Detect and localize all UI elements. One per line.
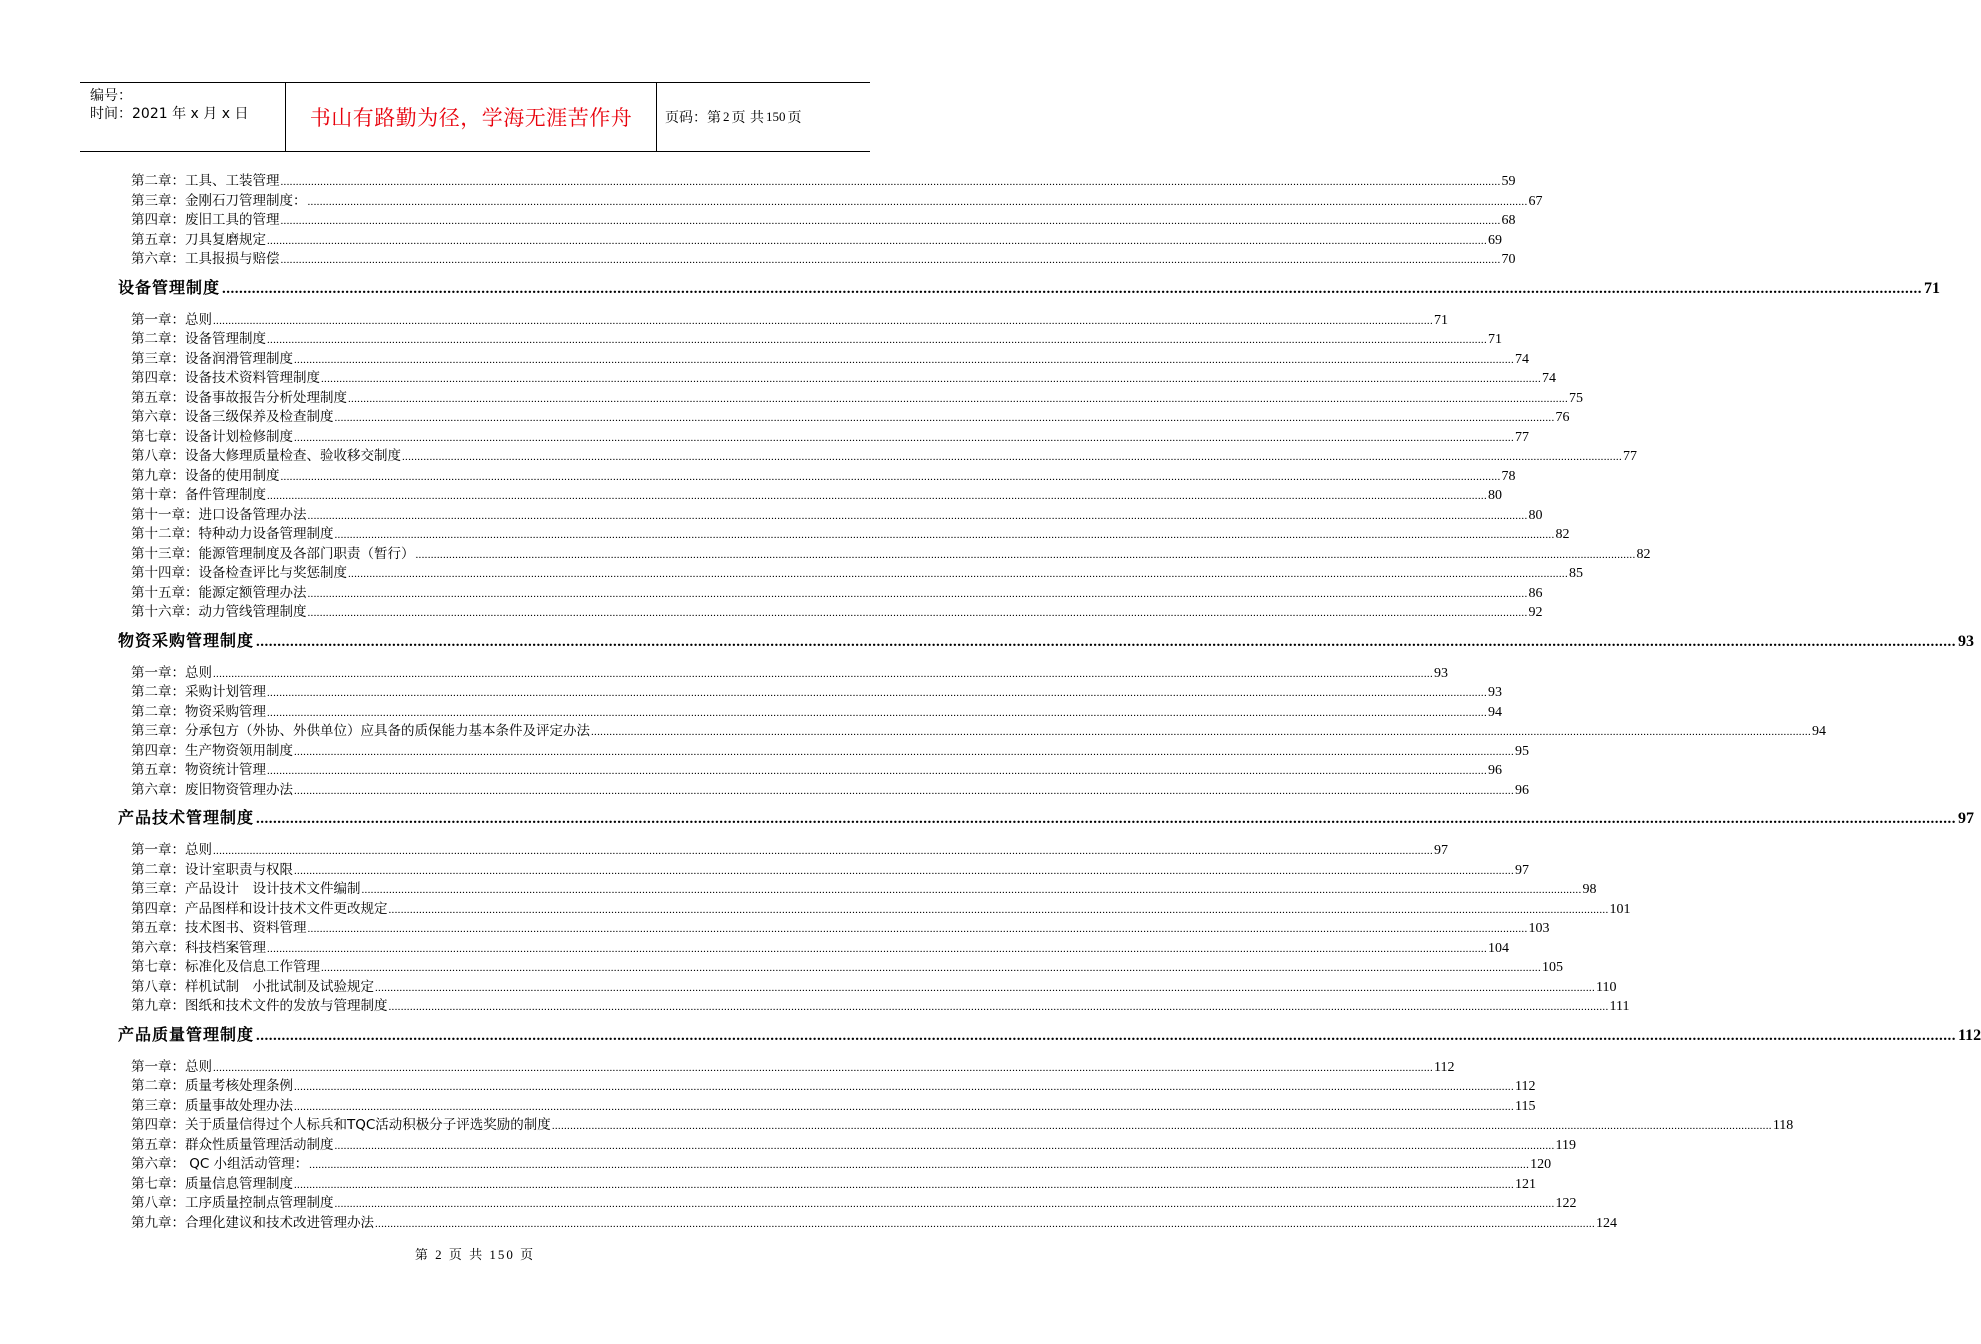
entry-title: 第四章：设备技术资料管理制度 [131,370,320,386]
toc-entry [131,192,1543,211]
toc-entry [131,211,1516,230]
dot-leader: ................................................................................................................................................................................................................................................................................................................................................................................................................ [388,903,1609,916]
entry-title: 第二章：质量考核处理条例 [131,1078,293,1094]
toc-entry [131,841,1448,860]
dot-leader: ................................................................................................................................................................................................................................................................................................................................................................................................................ [294,1100,1514,1113]
entry-title: 第七章：设备计划检修制度 [131,428,293,445]
dot-leader: ................................................................................................................................................................................................................................................................................................................................................................................................................ [348,392,1568,405]
entry-title: 第六章：设备三级保养及检查制度 [131,409,334,425]
entry-title: 第三章：设备润滑管理制度 [131,350,293,367]
page-number: 120 [1530,1157,1552,1172]
entry-title: 第十一章：进口设备管理办法 [131,506,307,523]
dot-leader: ................................................................................................................................................................................................................................................................................................................................................................................................................ [307,607,1528,619]
page-number: 94 [1488,704,1502,720]
dot-leader: ................................................................................................................................................................................................................................................................................................................................................................................................................ [267,687,1487,699]
toc-entry [131,584,1543,603]
page-number: 122 [1555,1196,1577,1211]
page-number: 59 [1501,174,1516,189]
dot-leader: ................................................................................................................................................................................................................................................................................................................................................................................................................ [294,745,1514,758]
toc-entry [131,1116,1794,1135]
dot-leader: ................................................................................................................................................................................................................................................................................................................................................................................................................ [294,864,1514,877]
toc-entry [131,467,1516,486]
toc-entry [131,250,1516,269]
toc-entry [131,525,1570,544]
toc-entry [131,231,1502,250]
toc-entry [131,564,1583,583]
page-number: 77 [1623,449,1637,464]
section-title: 产品质量管理制度 [118,1024,255,1044]
dot-leader: ................................................................................................................................................................................................................................................................................................................................................................................................................ [213,667,1433,680]
entry-title: 第五章：设备事故报告分析处理制度 [131,389,347,406]
dot-leader: ................................................................................................................................................................................................................................................................................................................................................................................................................ [361,884,1582,896]
section-title: 产品技术管理制度 [118,808,255,827]
dot-leader: ................................................................................................................................................................................................................................................................................................................................................................................................................ [551,1120,1772,1132]
page-number: 71 [1434,312,1448,328]
page-number: 98 [1582,882,1597,897]
entry-title: 第六章：工具报损与赔偿 [131,251,280,267]
toc-entry [131,900,1631,919]
toc-entry [131,1214,1617,1233]
toc-entry [131,919,1550,938]
dot-leader: ................................................................................................................................................................................................................................................................................................................................................................................................................ [256,811,1957,827]
page-number: 97 [1515,862,1529,878]
dot-leader: ................................................................................................................................................................................................................................................................................................................................................................................................................ [294,353,1514,366]
dot-leader: ................................................................................................................................................................................................................................................................................................................................................................................................................ [348,568,1568,580]
toc-entry [131,603,1543,622]
dot-leader: ................................................................................................................................................................................................................................................................................................................................................................................................................ [402,451,1622,463]
entry-title: 第六章： QC 小组活动管理： [131,1156,309,1172]
dot-leader: ................................................................................................................................................................................................................................................................................................................................................................................................................ [334,412,1555,424]
page-number: 71 [1924,279,1941,297]
entry-title: 第十三章：能源管理制度及各部门职责（暂行） [131,545,415,562]
toc-entry [131,781,1529,800]
entry-title: 第七章：质量信息管理制度 [131,1175,293,1192]
dot-leader: ................................................................................................................................................................................................................................................................................................................................................................................................................ [321,373,1541,385]
toc-entry [131,742,1529,761]
toc-entry [131,1077,1536,1096]
dot-leader: ................................................................................................................................................................................................................................................................................................................................................................................................................ [334,529,1555,541]
page-number: 85 [1569,566,1583,581]
toc-entry [131,722,1826,741]
entry-title: 第十章：备件管理制度 [131,487,266,503]
page-number: 93 [1488,685,1502,700]
toc-entry [131,861,1529,880]
page-number: 86 [1528,585,1543,601]
toc-entry [131,1194,1577,1213]
dot-leader: ................................................................................................................................................................................................................................................................................................................................................................................................................ [307,509,1528,522]
toc-entry [131,447,1637,466]
page-number: 112 [1958,1026,1981,1044]
number-label: 编号： [90,88,132,104]
entry-title: 第六章：科技档案管理 [131,939,266,956]
page-number: 75 [1569,390,1583,406]
dot-leader: ................................................................................................................................................................................................................................................................................................................................................................................................................ [256,633,1957,650]
toc-entry [131,545,1651,564]
page-mid: 页 共 [731,110,764,126]
dot-leader: ................................................................................................................................................................................................................................................................................................................................................................................................................ [267,490,1487,502]
page-number: 105 [1542,960,1563,975]
toc-entry [131,330,1502,349]
page-number: 110 [1596,979,1617,995]
page-number: 118 [1772,1118,1794,1133]
page-number: 67 [1528,193,1543,209]
dot-leader: ................................................................................................................................................................................................................................................................................................................................................................................................................ [415,548,1636,561]
dot-leader: ................................................................................................................................................................................................................................................................................................................................................................................................................ [267,942,1487,955]
entry-title: 第四章：产品图样和设计技术文件更改规定 [131,900,388,917]
toc-entry [131,1097,1536,1116]
entry-title: 第一章：总则 [131,1058,212,1075]
entry-title: 第十二章：特种动力设备管理制度 [131,526,334,542]
entry-title: 第二章：采购计划管理 [131,684,266,700]
entry-title: 第三章：质量事故处理办法 [131,1097,293,1114]
page-number: 112 [1434,1059,1455,1075]
page-number: 69 [1488,232,1502,248]
toc-entry [131,408,1570,427]
toc-entry [131,350,1529,369]
entry-title: 第十五章：能源定额管理办法 [131,584,307,601]
dot-leader: ................................................................................................................................................................................................................................................................................................................................................................................................................ [309,1159,1530,1171]
page-number: 74 [1542,371,1556,386]
entry-title: 第三章：金刚石刀管理制度： [131,192,307,209]
entry-title: 第九章：图纸和技术文件的发放与管理制度 [131,998,388,1014]
dot-leader: ................................................................................................................................................................................................................................................................................................................................................................................................................ [256,1027,1957,1044]
toc-entry [131,389,1583,408]
page-number: 77 [1515,429,1529,445]
toc-entry [131,428,1529,447]
entry-title: 第九章：设备的使用制度 [131,467,280,484]
toc-entry [131,1175,1536,1194]
dot-leader: ................................................................................................................................................................................................................................................................................................................................................................................................................ [307,923,1528,935]
entry-title: 第四章：生产物资领用制度 [131,742,293,759]
entry-title: 第二章：设计室职责与权限 [131,861,293,878]
page-number: 71 [1488,332,1502,347]
entry-title: 第五章：群众性质量管理活动制度 [131,1136,334,1153]
dot-leader: ................................................................................................................................................................................................................................................................................................................................................................................................................ [222,280,1923,297]
page-number: 68 [1501,213,1516,228]
dot-leader: ................................................................................................................................................................................................................................................................................................................................................................................................................ [334,1139,1555,1152]
page-number: 76 [1555,410,1570,425]
dot-leader: ................................................................................................................................................................................................................................................................................................................................................................................................................ [267,234,1487,247]
page-number: 82 [1555,527,1570,542]
dot-leader: ................................................................................................................................................................................................................................................................................................................................................................................................................ [307,195,1528,208]
toc-entry [131,664,1448,683]
entry-title: 第五章：物资统计管理 [131,762,266,778]
toc-entry [131,369,1556,388]
entry-title: 第三章：产品设计 设计技术文件编制 [131,881,361,897]
page-suffix: 页 [787,110,802,126]
dot-leader: ................................................................................................................................................................................................................................................................................................................................................................................................................ [388,1001,1609,1013]
page-number: 93 [1434,665,1448,681]
toc-section-heading [118,1023,1981,1047]
dot-leader: ................................................................................................................................................................................................................................................................................................................................................................................................................ [280,215,1501,227]
entry-title: 第一章：总则 [131,842,212,858]
entry-title: 第二章：设备管理制度 [131,331,266,347]
page-number: 111 [1609,999,1630,1014]
page-number: 78 [1501,468,1516,484]
toc-entry [131,506,1543,525]
toc-entry [131,1058,1455,1077]
page-number: 94 [1812,724,1826,739]
toc-entry [131,1155,1552,1174]
entry-title: 第八章：样机试制 小批试制及试验规定 [131,978,374,995]
page-number: 104 [1488,940,1509,956]
entry-title: 第八章：工序质量控制点管理制度 [131,1195,334,1211]
page-number: 70 [1501,252,1516,267]
entry-title: 第一章：总则 [131,311,212,328]
dot-leader: ................................................................................................................................................................................................................................................................................................................................................................................................................ [267,706,1487,719]
page-number: 103 [1528,921,1550,936]
page-number: 121 [1515,1176,1536,1192]
page-number: 124 [1596,1215,1617,1231]
document-header [80,82,870,152]
dot-leader: ................................................................................................................................................................................................................................................................................................................................................................................................................ [280,176,1501,188]
page-number: 92 [1528,605,1543,620]
page-number: 93 [1958,632,1975,650]
page-number: 80 [1528,507,1543,523]
toc-entry [131,703,1502,722]
toc-entry [131,978,1617,997]
dot-leader: ................................................................................................................................................................................................................................................................................................................................................................................................................ [294,431,1514,444]
toc-entry [131,311,1448,330]
dot-leader: ................................................................................................................................................................................................................................................................................................................................................................................................................ [213,314,1433,327]
dot-leader: ................................................................................................................................................................................................................................................................................................................................................................................................................ [375,981,1595,994]
dot-leader: ................................................................................................................................................................................................................................................................................................................................................................................................................ [213,845,1433,857]
page-number: 112 [1515,1079,1536,1094]
page-number: 95 [1515,743,1529,759]
entry-title: 第十六章：动力管线管理制度 [131,604,307,620]
dot-leader: ................................................................................................................................................................................................................................................................................................................................................................................................................ [375,1217,1595,1230]
page-current: 2 [723,109,730,124]
entry-title: 第一章：总则 [131,664,212,681]
toc-section-heading [118,276,1941,300]
dot-leader: ................................................................................................................................................................................................................................................................................................................................................................................................................ [294,1081,1514,1093]
toc-section-heading [118,629,1975,653]
page-total: 150 [765,109,786,124]
toc-entry [131,997,1630,1016]
toc-entry [131,761,1502,780]
toc-entry [131,172,1516,191]
entry-title: 第四章：废旧工具的管理 [131,212,280,228]
header-info [90,87,248,123]
page-number: 101 [1609,901,1631,917]
toc-entry [131,486,1502,505]
page-number: 96 [1488,763,1502,778]
dot-leader: ................................................................................................................................................................................................................................................................................................................................................................................................................ [294,784,1514,797]
toc-entry [131,1136,1576,1155]
page-number: 97 [1958,810,1975,827]
page-number: 80 [1488,488,1502,503]
entry-title: 第六章：废旧物资管理办法 [131,781,293,798]
time-label: 时间：2021 年 x 月 x 日 [90,106,249,122]
dot-leader: ................................................................................................................................................................................................................................................................................................................................................................................................................ [267,765,1487,777]
entry-title: 第五章：刀具复磨规定 [131,231,266,248]
entry-title: 第二章：物资采购管理 [131,703,266,720]
entry-title: 第二章：工具、工装管理 [131,173,280,189]
page-footer: 第 2 页 共 150 页 [414,1247,536,1262]
toc-entry [131,939,1509,958]
page-number: 96 [1515,782,1529,798]
header-page-info [665,83,801,151]
dot-leader: ................................................................................................................................................................................................................................................................................................................................................................................................................ [321,962,1541,974]
entry-title: 第五章：技术图书、资料管理 [131,920,307,936]
entry-title: 第十四章：设备检查评比与奖惩制度 [131,565,347,581]
section-title: 设备管理制度 [118,277,221,297]
page-number: 119 [1555,1137,1576,1153]
section-title: 物资采购管理制度 [118,630,255,650]
page-prefix: 页码：第 [665,110,721,126]
dot-leader: ................................................................................................................................................................................................................................................................................................................................................................................................................ [334,1198,1555,1210]
toc-entry [131,683,1502,702]
dot-leader: ................................................................................................................................................................................................................................................................................................................................................................................................................ [294,1178,1514,1191]
dot-leader: ................................................................................................................................................................................................................................................................................................................................................................................................................ [591,726,1811,738]
toc-section-heading [118,806,1975,830]
dot-leader: ................................................................................................................................................................................................................................................................................................................................................................................................................ [280,254,1501,266]
entry-title: 第三章：分承包方（外协、外供单位）应具备的质保能力基本条件及评定办法 [131,723,590,739]
header-motto: 书山有路勤为径，学海无涯苦作舟 [285,83,657,151]
entry-title: 第八章：设备大修理质量检查、验收移交制度 [131,448,401,464]
toc-entry [131,880,1597,899]
dot-leader: ................................................................................................................................................................................................................................................................................................................................................................................................................ [280,470,1501,483]
page-number: 97 [1434,843,1448,858]
toc-entry [131,958,1563,977]
page-number: 74 [1515,351,1529,367]
entry-title: 第七章：标准化及信息工作管理 [131,959,320,975]
entry-title: 第九章：合理化建议和技术改进管理办法 [131,1214,374,1231]
page-number: 82 [1636,546,1651,562]
dot-leader: ................................................................................................................................................................................................................................................................................................................................................................................................................ [267,334,1487,346]
entry-title: 第四章：关于质量信得过个人标兵和TQC活动积极分子评选奖励的制度 [131,1117,551,1133]
dot-leader: ................................................................................................................................................................................................................................................................................................................................................................................................................ [307,587,1528,600]
dot-leader: ................................................................................................................................................................................................................................................................................................................................................................................................................ [213,1061,1433,1074]
page-number: 115 [1515,1098,1536,1114]
